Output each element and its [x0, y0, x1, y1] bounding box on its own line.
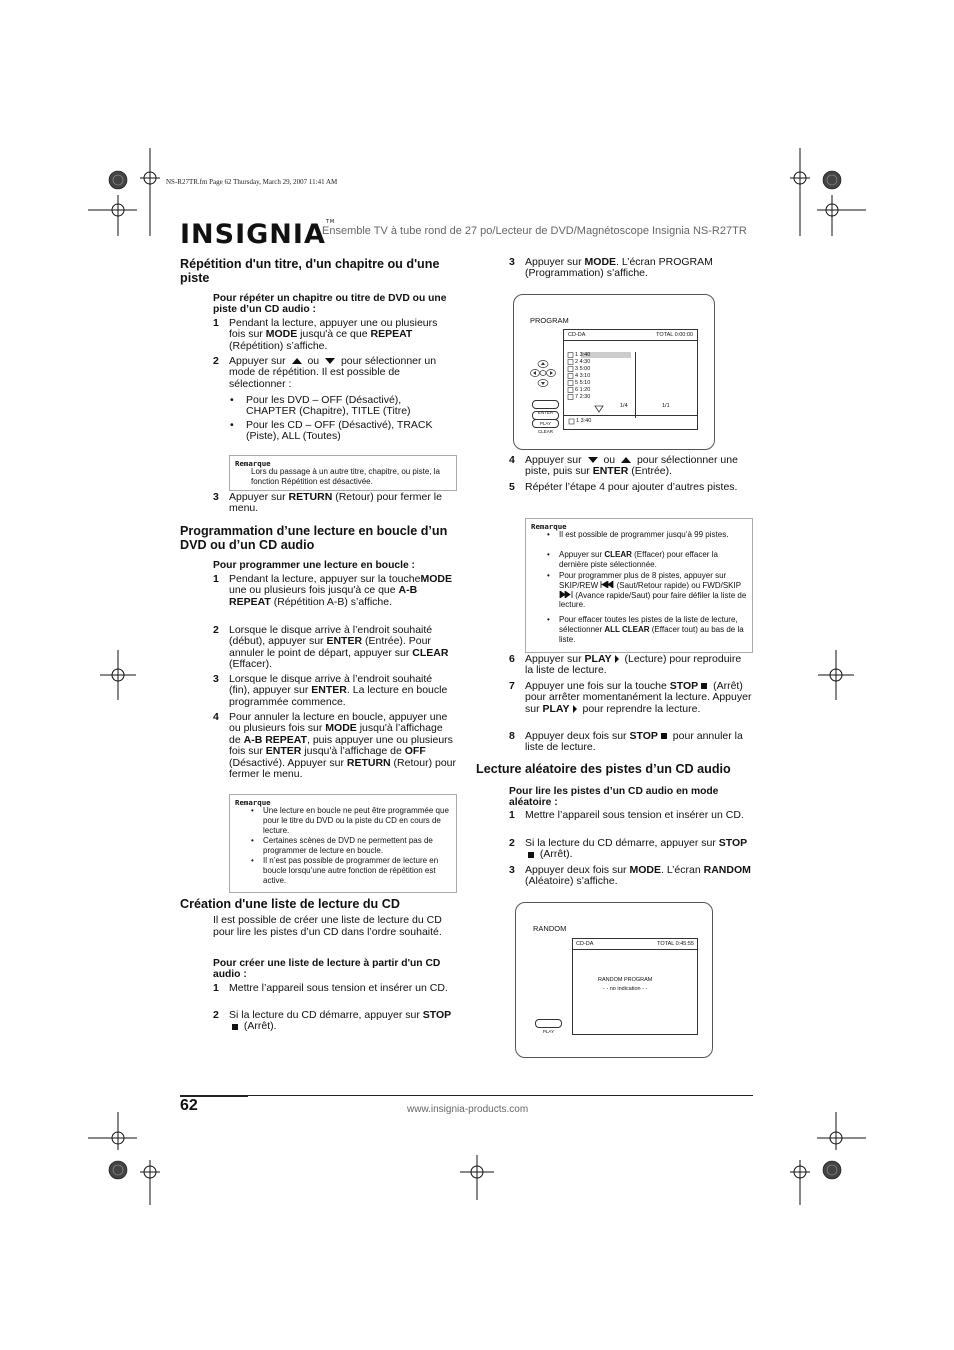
note-item: • Une lecture en boucle ne peut être programmée que pour le titre du DVD ou la piste du CD en cours de lecture. [263, 806, 453, 835]
play-button[interactable]: PLAY [532, 411, 559, 420]
track-item[interactable]: 2 4:30 [575, 359, 591, 365]
track-checkboxes [567, 352, 575, 400]
note-item: • Il n’est pas possible de programmer de lecture en boucle lorsqu’une autre fonction de répétition est active. [263, 856, 453, 885]
header-title: Ensemble TV à tube rond de 27 po/Lecteur de DVD/Magnétoscope Insignia NS-R27TR [322, 225, 747, 237]
enter-button[interactable]: ENTER [532, 400, 559, 409]
track-item[interactable]: 3 5:00 [575, 366, 591, 372]
total-time: TOTAL 0:45:55 [657, 941, 694, 947]
disc-type: CD-DA [576, 941, 594, 947]
note-box-loop [229, 794, 457, 893]
repeat-bullet-dvd: • Pour les DVD – OFF (Désactivé), CHAPTER (Chapitre), TITLE (Titre) [246, 395, 451, 418]
note-item: • Pour programmer plus de 8 pistes, appuyer sur SKIP/REW (Saut/Retour rapide) ou FWD/SKIP (Avance rapide/Saut) pour faire défiler la liste de lecture. [559, 571, 747, 610]
random-program-text: RANDOM PROGRAM [598, 977, 653, 983]
page-number: 62 [180, 1097, 198, 1114]
repeat-bullet-cd: • Pour les CD – OFF (Désactivé), TRACK (Piste), ALL (Toutes) [246, 420, 451, 443]
stop-icon [528, 852, 534, 858]
program-screen [513, 294, 715, 450]
program-screen-label: PROGRAM [530, 316, 569, 325]
play-button[interactable]: PLAY [535, 1019, 562, 1028]
clear-button[interactable]: CLEAR [532, 419, 559, 428]
stop-icon [701, 683, 707, 689]
page-right: 1/1 [662, 403, 670, 409]
logo-text: INSIGNIA [180, 219, 326, 250]
random-screen-label: RANDOM [533, 924, 567, 933]
up-arrow-icon [621, 457, 631, 463]
no-indication-text: - - no indication - - [603, 986, 648, 992]
footer-url[interactable]: www.insignia-products.com [407, 1104, 529, 1115]
section-title-playlist: Création d'une liste de lecture du CD [180, 897, 400, 911]
selected-track: 1 3:40 [576, 418, 592, 424]
program-list-header [564, 330, 697, 341]
program-divider [635, 352, 636, 418]
note-item: • Appuyer sur CLEAR (Effacer) pour effacer la dernière piste sélectionnée. [559, 550, 747, 570]
total-time: TOTAL 0:00:00 [656, 332, 693, 338]
scroll-down-icon[interactable] [594, 405, 604, 413]
note-item: • Pour effacer toutes les pistes de la liste de lecture, sélectionner ALL CLEAR (Effacer tout) au bas de la liste. [559, 615, 747, 644]
note-label: Remarque [531, 522, 567, 531]
track-item[interactable]: 4 3:10 [575, 373, 591, 379]
note-text: Lors du passage à un autre titre, chapitre, ou piste, la fonction Répétition est désactivée. [251, 467, 441, 486]
selected-checkbox-icon [568, 418, 576, 426]
subtitle-repeat: Pour répéter un chapitre ou titre de DVD ou une piste d’un CD audio : [213, 293, 447, 315]
random-screen [515, 902, 713, 1058]
note-item: • Certaines scènes de DVD ne permettent pas de programmer de lecture en boucle. [263, 836, 453, 856]
skip-rew-icon [600, 581, 614, 588]
play-icon [573, 705, 577, 713]
section-title-repeat: Répétition d'un titre, d'un chapitre ou d'une piste [180, 257, 440, 285]
section-title-loop: Programmation d’une lecture en boucle d’un DVD ou d’un CD audio [180, 524, 448, 552]
page-left: 1/4 [620, 403, 628, 409]
subtitle-playlist: Pour créer une liste de lecture à partir d'un CD audio : [213, 958, 441, 980]
track-item[interactable]: 5 5:10 [575, 380, 591, 386]
stop-icon [232, 1024, 238, 1030]
subtitle-loop: Pour programmer une lecture en boucle : [213, 560, 415, 571]
insignia-logo [180, 219, 335, 250]
program-list-box [563, 329, 698, 430]
logo-tm: TM [325, 219, 336, 225]
track-item[interactable]: 1 3:40 [575, 352, 591, 358]
program-footer-rule [564, 415, 697, 416]
random-info-box [572, 938, 698, 1035]
footer-rule [180, 1095, 753, 1096]
disc-type: CD-DA [568, 332, 586, 338]
play-icon [615, 655, 619, 663]
up-arrow-icon [292, 358, 302, 364]
playlist-intro: Il est possible de créer une liste de lecture du CD pour lire les pistes d’un CD dans l’ordre souhaité. [213, 914, 442, 938]
track-item[interactable]: 6 1:20 [575, 387, 591, 393]
section-title-random: Lecture aléatoire des pistes d’un CD audio [476, 762, 731, 776]
file-info: NS-R27TR.fm Page 62 Thursday, March 29, 2007 11:41 AM [166, 178, 338, 186]
subtitle-random: Pour lire les pistes d’un CD audio en mode aléatoire : [509, 786, 719, 808]
note-box-program [525, 518, 753, 653]
random-header [573, 939, 697, 950]
track-item[interactable]: 7 2:30 [575, 394, 591, 400]
fwd-skip-icon [559, 591, 573, 598]
note-item: • Il est possible de programmer jusqu’à 99 pistes. [559, 530, 747, 540]
direction-pad-icon[interactable] [530, 359, 556, 389]
down-arrow-icon [325, 358, 335, 364]
stop-icon [661, 733, 667, 739]
note-box-repeat [229, 455, 457, 491]
note-label: Remarque [235, 798, 271, 807]
note-label: Remarque [235, 459, 271, 468]
down-arrow-icon [588, 457, 598, 463]
